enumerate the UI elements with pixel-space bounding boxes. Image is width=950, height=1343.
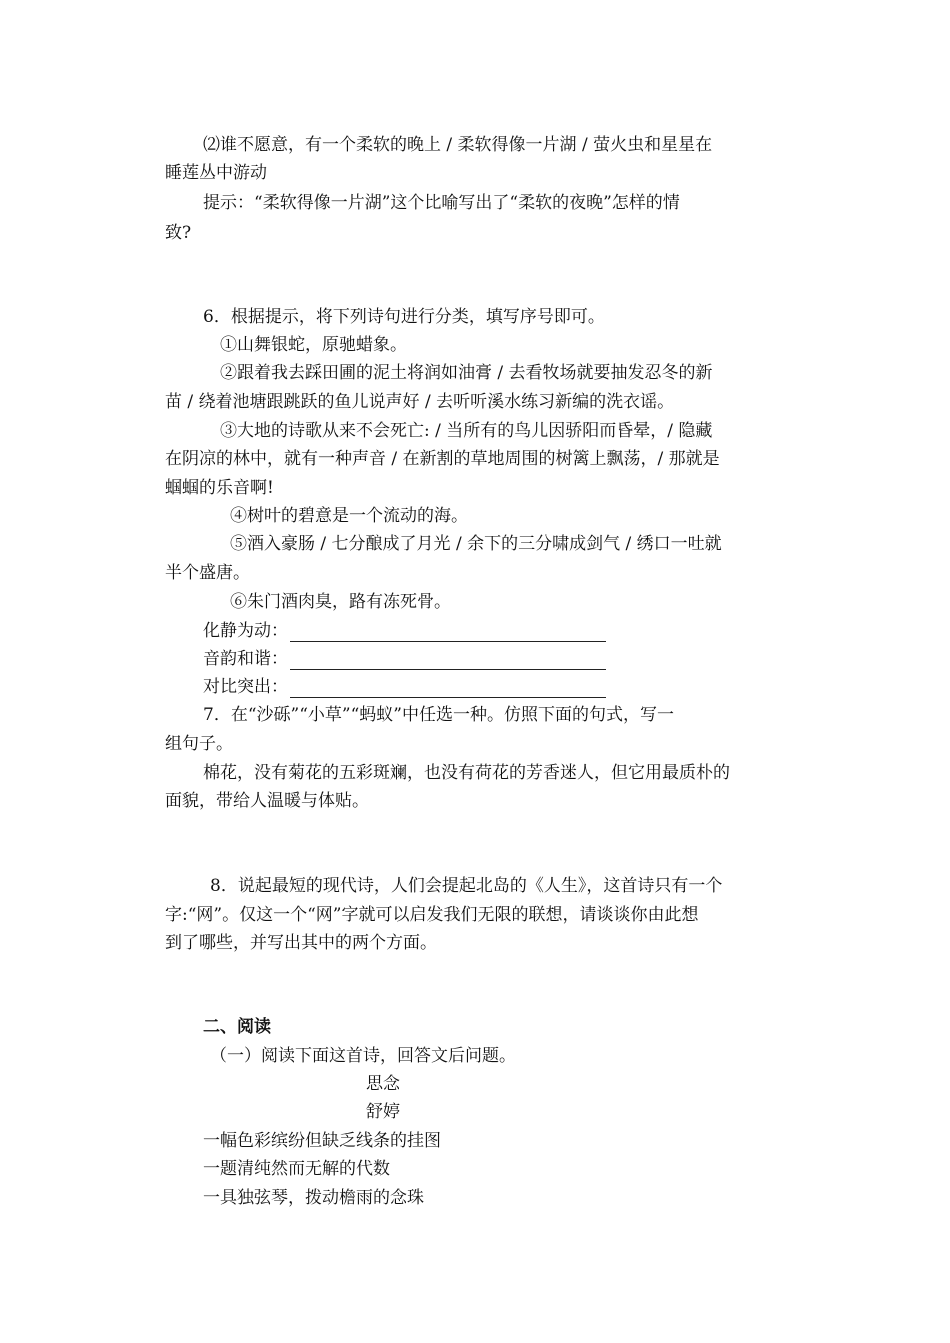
fill-label-static-to-dynamic: 化静为动： <box>203 621 288 641</box>
q7-example-line2: 面貌，带给人温暖与体贴。 <box>165 791 369 811</box>
fill-label-contrast: 对比突出： <box>203 677 288 697</box>
q6-item1: ①山舞银蛇，原驰蜡象。 <box>220 335 407 355</box>
poem-line-1: 一幅色彩缤纷但缺乏线条的挂图 <box>203 1131 441 1151</box>
q5-part2-line2: 睡莲丛中游动 <box>165 163 267 183</box>
poem-line-3: 一具独弦琴，拨动檐雨的念珠 <box>203 1188 424 1208</box>
q8-line1: 8．说起最短的现代诗，人们会提起北岛的《人生》，这首诗只有一个 <box>210 876 723 896</box>
q8-line3: 到了哪些，并写出其中的两个方面。 <box>165 933 437 953</box>
q6-item5-line1: ⑤酒入豪肠 / 七分酿成了月光 / 余下的三分啸成剑气 / 绣口一吐就 <box>230 534 722 554</box>
q6-item3-line1: ③大地的诗歌从来不会死亡: / 当所有的鸟儿因骄阳而昏晕，/ 隐藏 <box>220 421 713 441</box>
fill-label-rhyme: 音韵和谐： <box>203 649 288 669</box>
q6-stem: 6．根据提示，将下列诗句进行分类，填写序号即可。 <box>203 307 605 327</box>
reading-sub-title: （一）阅读下面这首诗，回答文后问题。 <box>210 1046 516 1066</box>
section-title-reading: 二、阅读 <box>203 1017 271 1037</box>
q7-stem-line1: 7．在“沙砾”“小草”“蚂蚁”中任选一种。仿照下面的句式，写一 <box>203 705 674 725</box>
q6-item4: ④树叶的碧意是一个流动的海。 <box>230 506 468 526</box>
q5-hint-line2: 致? <box>165 223 192 243</box>
q6-item5-line2: 半个盛唐。 <box>165 563 250 583</box>
q6-item6: ⑥朱门酒肉臭，路有冻死骨。 <box>230 592 451 612</box>
q6-item3-line2: 在阴凉的林中，就有一种声音 / 在新割的草地周围的树篱上飘荡，/ 那就是 <box>165 449 720 469</box>
q6-item3-line3: 蝈蝈的乐音啊! <box>165 478 274 498</box>
q6-fill-row-1 <box>203 620 606 642</box>
answer-blank-3[interactable] <box>290 679 606 698</box>
q5-part2-line1: ⑵谁不愿意，有一个柔软的晚上 / 柔软得像一片湖 / 萤火虫和星星在 <box>203 135 713 155</box>
answer-blank-1[interactable] <box>290 623 606 642</box>
q7-stem-line2: 组句子。 <box>165 734 233 754</box>
answer-blank-2[interactable] <box>290 651 606 670</box>
q8-line2: 字:“网”。仅这一个“网”字就可以启发我们无限的联想，请谈谈你由此想 <box>165 905 699 925</box>
q7-example-line1: 棉花，没有菊花的五彩斑斓，也没有荷花的芳香迷人，但它用最质朴的 <box>203 763 730 783</box>
q6-fill-row-3 <box>203 676 606 698</box>
poem-author: 舒婷 <box>366 1102 400 1122</box>
q6-fill-row-2 <box>203 648 606 670</box>
poem-line-2: 一题清纯然而无解的代数 <box>203 1159 390 1179</box>
poem-title: 思念 <box>366 1074 400 1094</box>
q6-item2-line2: 苗 / 绕着池塘跟跳跃的鱼儿说声好 / 去听听溪水练习新编的洗衣谣。 <box>165 392 675 412</box>
q6-item2-line1: ②跟着我去踩田圃的泥土将润如油膏 / 去看牧场就要抽发忍冬的新 <box>220 363 713 383</box>
q5-hint-line1: 提示：“柔软得像一片湖”这个比喻写出了“柔软的夜晚”怎样的情 <box>203 193 680 213</box>
